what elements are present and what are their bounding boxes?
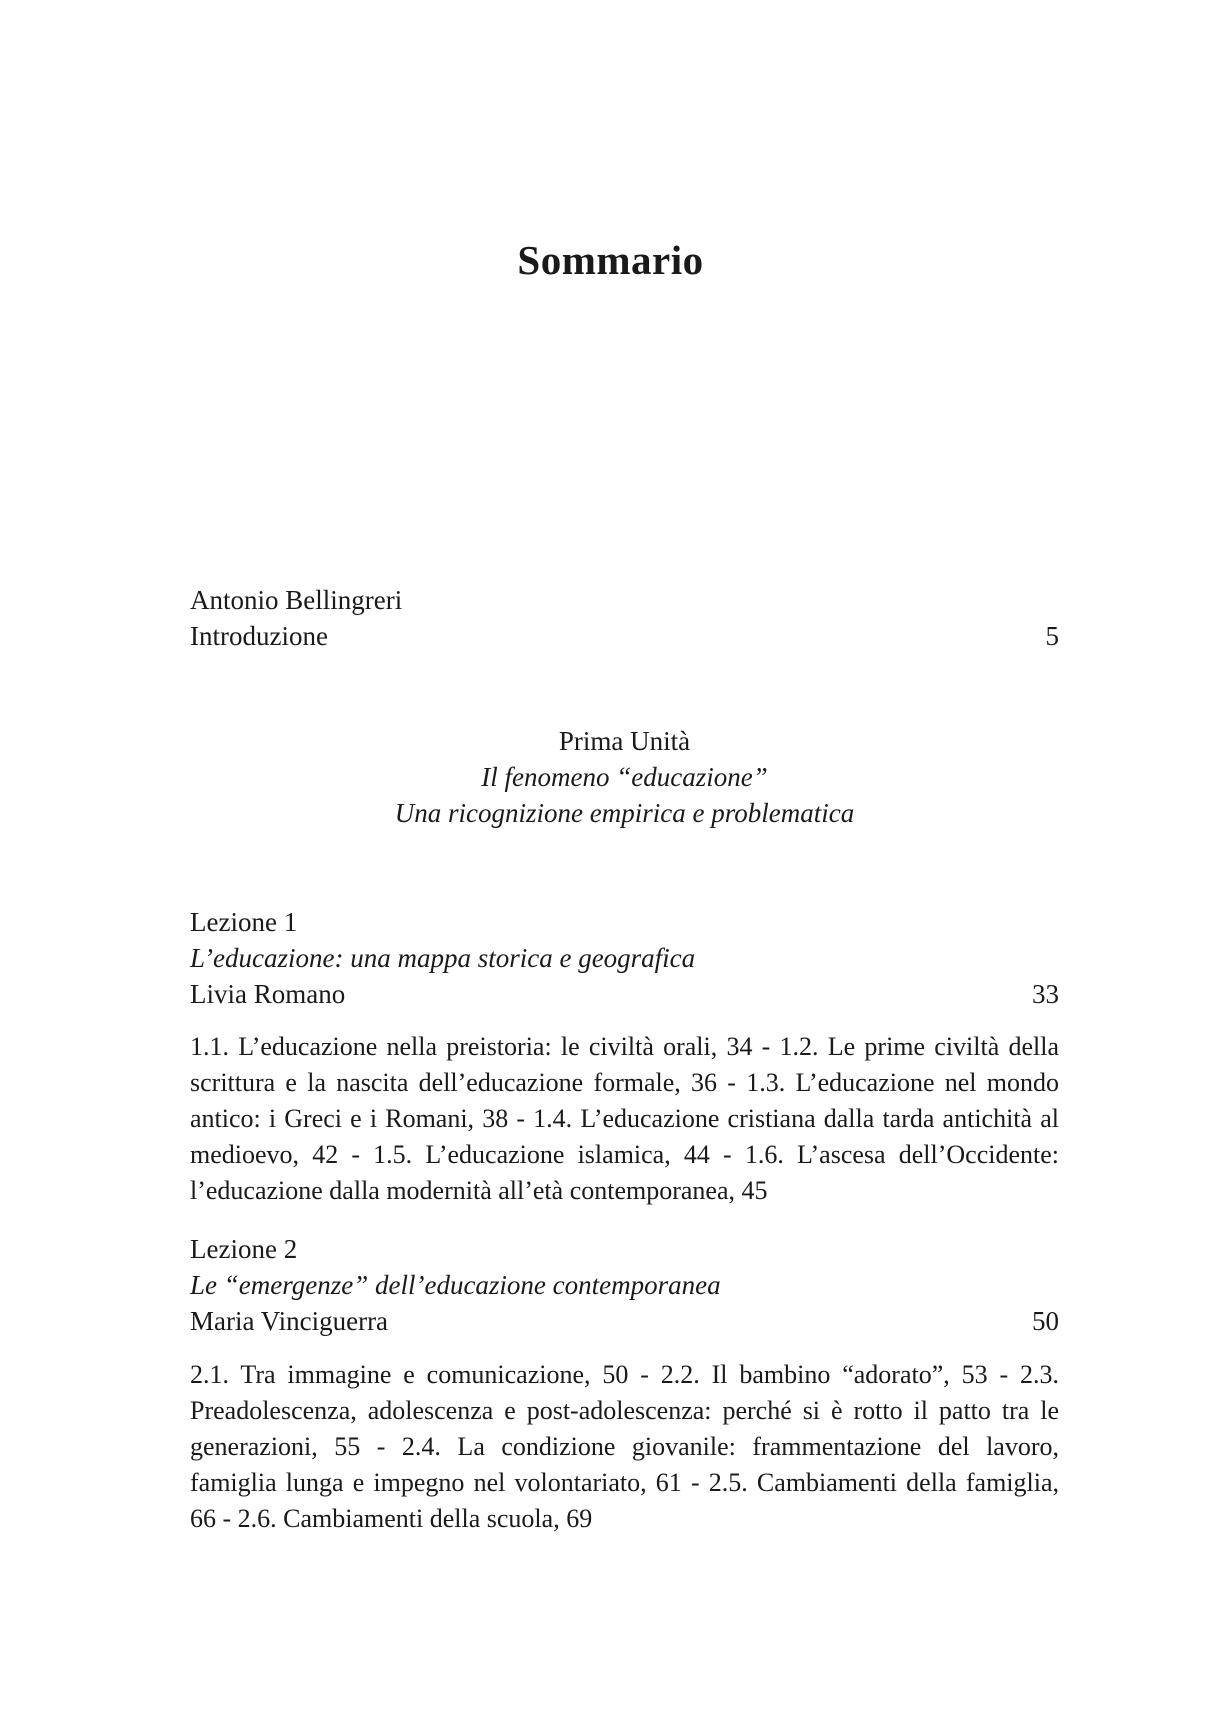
- lesson-author: Maria Vinciguerra: [190, 1306, 389, 1336]
- lesson-title: L’educazione: una mappa storica e geografica: [190, 943, 696, 973]
- lesson-page-number: 50: [1032, 1306, 1059, 1336]
- lesson-title: Le “emergenze” dell’educazione contemporanea: [190, 1270, 721, 1300]
- lesson-author: Livia Romano: [190, 979, 346, 1009]
- toc-entry-introduction: [190, 582, 1059, 654]
- introduction-title: Introduzione: [190, 621, 328, 651]
- page-title: Sommario: [517, 237, 704, 284]
- unit-label: Prima Unità: [558, 726, 691, 756]
- unit-subtitle-2: Una ricognizione empirica e problematica: [394, 798, 855, 828]
- introduction-page-number: 5: [1045, 621, 1059, 651]
- toc-entry-lesson-2: [190, 1231, 1059, 1339]
- lesson-summary: 1.1. L’educazione nella preistoria: le civiltà orali, 34 - 1.2. Le prime civiltà della scrittura e la nascita dell’educazione formale, 36 - 1.3. L’educazione nel mondo antico: i Greci e i Romani, 38 - 1.4. L’educazione cristiana dalla tarda antichità al medioevo, 42 - 1.5. L’educazione islamica, 44 - 1.6. L’ascesa dell’Occidente: l’educazione dalla modernità all’età contemporanea, 45: [190, 1032, 1059, 1205]
- lesson-page-number: 33: [1032, 979, 1059, 1009]
- introduction-author: Antonio Bellingreri: [190, 585, 403, 615]
- lesson-author-row: [190, 976, 1059, 1012]
- toc-entry-lesson-1: [190, 904, 1059, 1012]
- unit-heading: [190, 723, 1059, 831]
- lesson-author-row: [190, 1303, 1059, 1339]
- introduction-title-row: [190, 618, 1059, 654]
- lesson-label: Lezione 1: [190, 907, 298, 937]
- lesson-label: Lezione 2: [190, 1234, 298, 1264]
- lesson-summary: 2.1. Tra immagine e comunicazione, 50 - 2.2. Il bambino “adorato”, 53 - 2.3. Preadolescenza, adolescenza e post-adolescenza: perché si è rotto il patto tra le generazioni, 55 - 2.4. La condizione giovanile: frammentazione del lavoro, famiglia lunga e impegno nel volontariato, 61 - 2.5. Cambiamenti della famiglia, 66 - 2.6. Cambiamenti della scuola, 69: [190, 1360, 1059, 1533]
- unit-subtitle-1: Il fenomeno “educazione”: [481, 762, 768, 792]
